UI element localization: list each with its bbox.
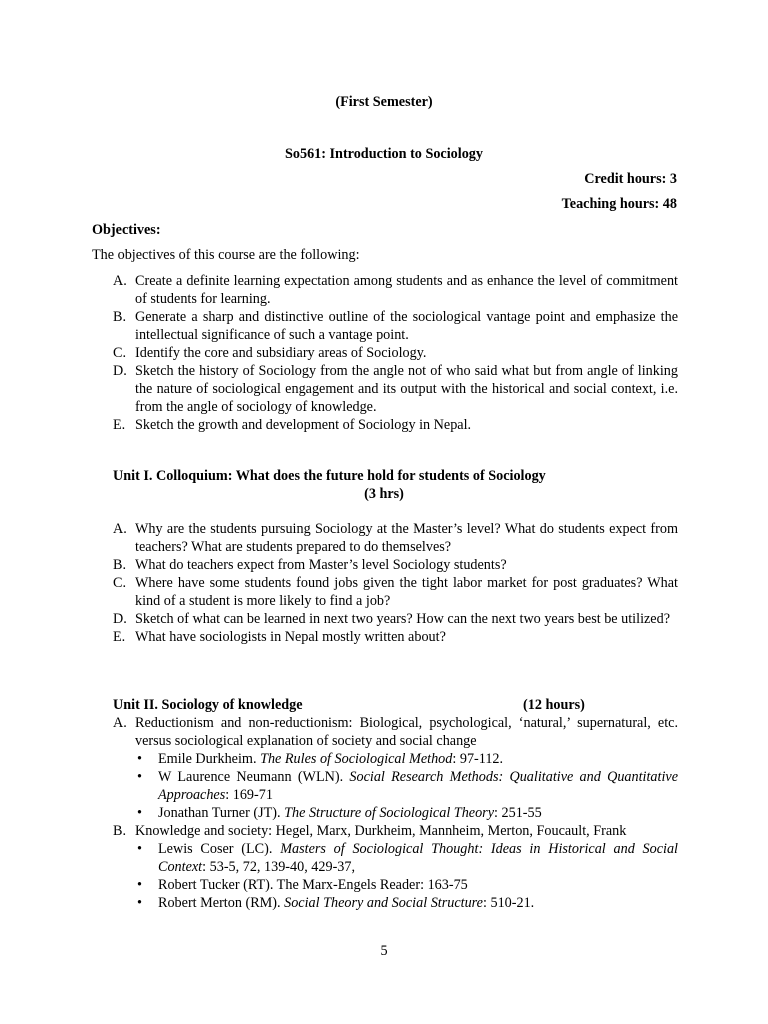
bullet-icon: • [137, 895, 142, 911]
teaching-hours: Teaching hours: 48 [561, 196, 677, 212]
bullet-icon: • [137, 805, 142, 821]
credit-hours: Credit hours: 3 [584, 171, 677, 187]
list-item: E. Sketch the growth and development of Sociology in Nepal. [113, 417, 472, 433]
list-item: B. What do teachers expect from Master’s level Sociology students? [113, 557, 507, 573]
unit1-title: Unit I. Colloquium: What does the future hold for students of Sociology [113, 468, 546, 484]
reference-bullet: • Robert Merton (RM). Social Theory and Social Structure: 510-21. [137, 895, 535, 911]
unit2-hours: (12 hours) [523, 697, 585, 713]
list-item: D. Sketch the history of Sociology from the angle not of who said what but from angle of linking the nature of sociological engagement and its output with the historical and social context, i.e. from the angle of sociology of knowledge. [113, 363, 678, 415]
unit1-list [92, 520, 678, 646]
list-item: A. Reductionism and non-reductionism: Biological, psychological, ‘natural,’ supernatural, etc. versus sociological explanation of society and social change [113, 715, 678, 749]
objectives-list [92, 272, 678, 434]
list-item: B. Generate a sharp and distinctive outline of the sociological vantage point and emphasize the intellectual significance of such a vantage point. [113, 309, 678, 343]
reference-bullet: • Jonathan Turner (JT). The Structure of Sociological Theory: 251-55 [137, 805, 542, 821]
reference-bullet: • W Laurence Neumann (WLN). Social Research Methods: Qualitative and Quantitative Approaches: 169-71 [137, 769, 679, 803]
page-number: 5 [380, 943, 388, 959]
unit1-hours: (3 hrs) [364, 486, 404, 502]
list-item: A. Why are the students pursuing Sociology at the Master’s level? What do students expect from teachers? What are students prepared to do themselves? [113, 521, 678, 555]
unit2-list [92, 714, 678, 912]
reference-bullet: • Emile Durkheim. The Rules of Sociological Method: 97-112. [137, 751, 504, 767]
reference-bullet: • Lewis Coser (LC). Masters of Sociological Thought: Ideas in Historical and Social Context: 53-5, 72, 139-40, 429-37, [137, 841, 679, 875]
list-item: C. Identify the core and subsidiary areas of Sociology. [113, 345, 427, 361]
list-item: B. Knowledge and society: Hegel, Marx, Durkheim, Mannheim, Merton, Foucault, Frank [113, 823, 627, 839]
bullet-icon: • [137, 769, 142, 785]
list-item: E. What have sociologists in Nepal mostly written about? [113, 629, 446, 645]
reference-bullet: • Robert Tucker (RT). The Marx-Engels Reader: 163-75 [137, 877, 468, 893]
objectives-heading: Objectives: [92, 222, 161, 238]
unit2-title: Unit II. Sociology of knowledge [113, 697, 303, 713]
course-title: So561: Introduction to Sociology [285, 146, 483, 162]
objectives-intro: The objectives of this course are the following: [92, 247, 360, 263]
bullet-icon: • [137, 751, 142, 767]
semester-heading: (First Semester) [335, 94, 433, 110]
list-item: C. Where have some students found jobs given the tight labor market for post graduates? What kind of a student is more likely to find a job? [113, 575, 678, 609]
bullet-icon: • [137, 841, 142, 857]
list-item: A. Create a definite learning expectation among students and as enhance the level of commitment of students for learning. [113, 273, 678, 307]
bullet-icon: • [137, 877, 142, 893]
list-item: D. Sketch of what can be learned in next two years? How can the next two years best be utilized? [113, 611, 670, 627]
